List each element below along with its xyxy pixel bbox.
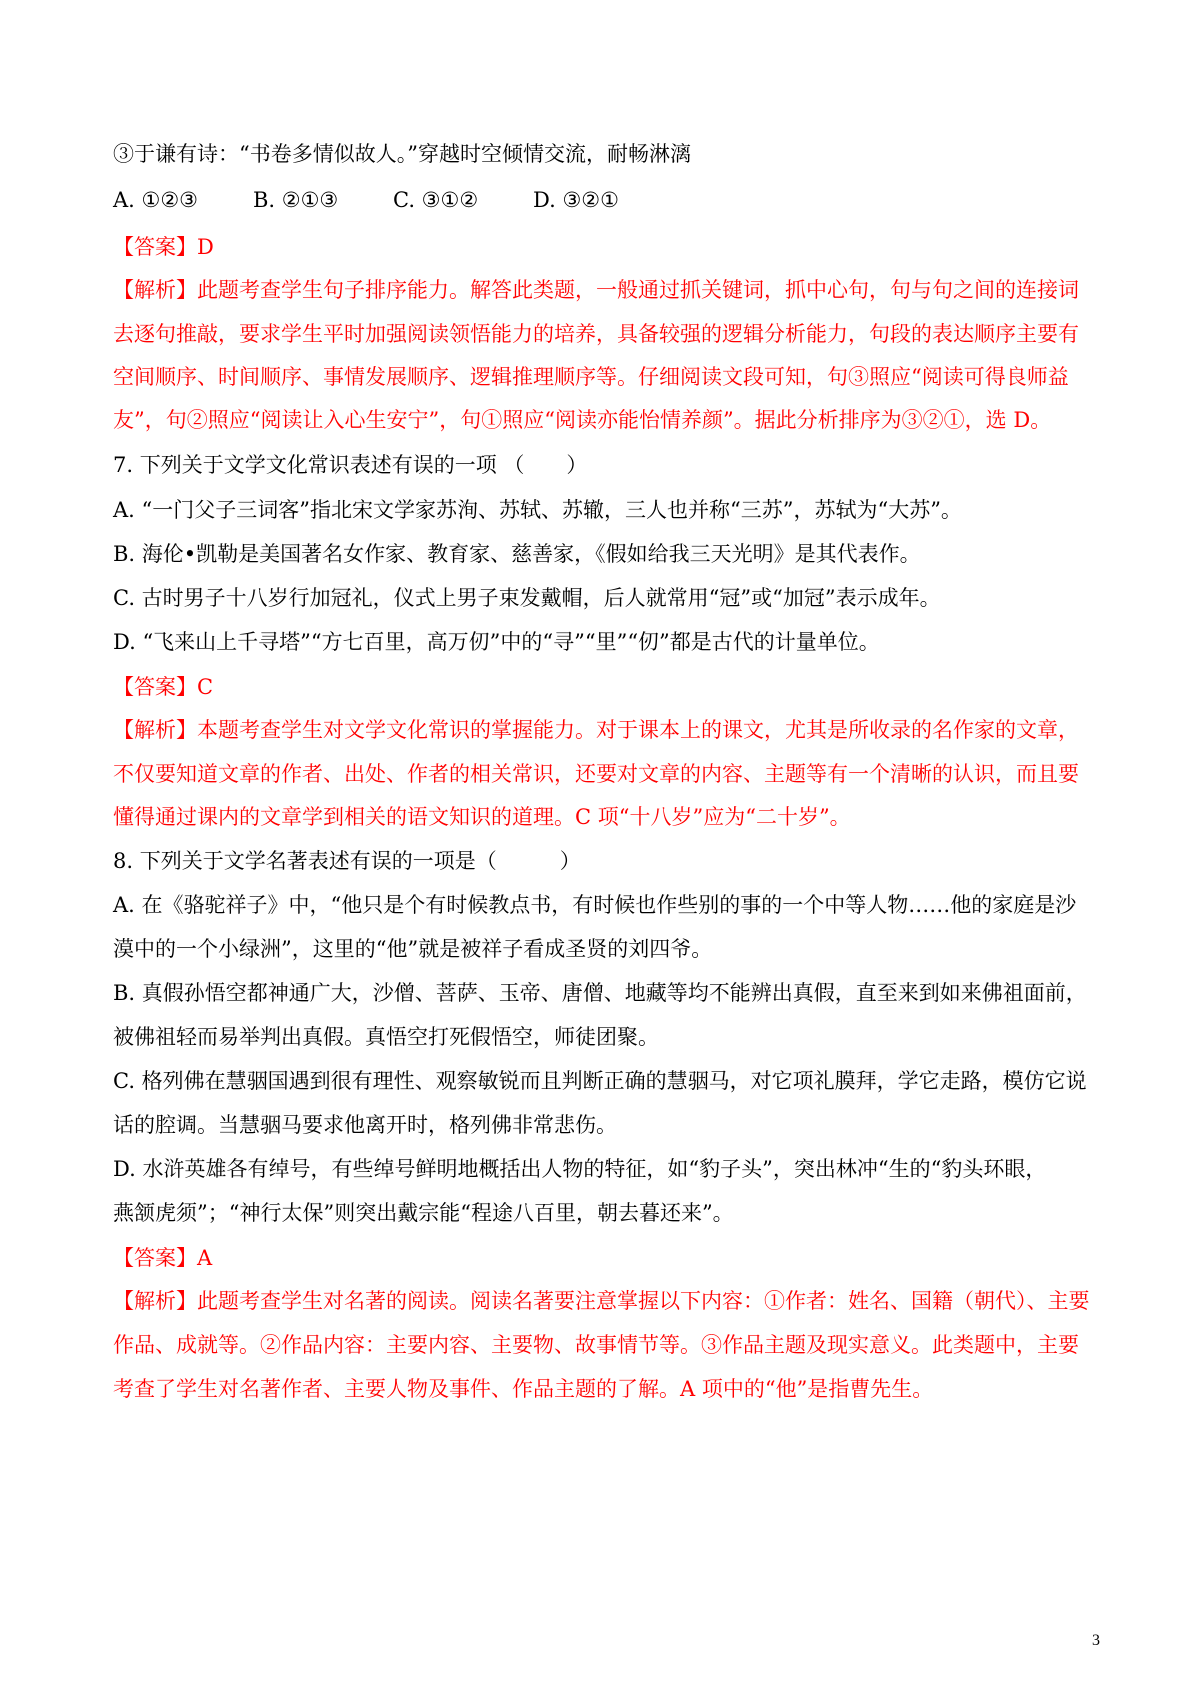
question-text-line: 燕颔虎须”；“神行太保”则突出戴宗能“程途八百里，朝去暮还来”。 <box>113 1201 734 1225</box>
question-text-line: 被佛祖轻而易举判出真假。真悟空打死假悟空，师徒团聚。 <box>113 1025 659 1049</box>
question-text-line: B. 真假孙悟空都神通广大，沙僧、菩萨、玉帝、唐僧、地藏等均不能辨出真假，直至来到如来佛祖面前， <box>113 981 1087 1005</box>
question-text-line: A. “一门父子三词客”指北宋文学家苏洵、苏轼、苏辙，三人也并称“三苏”，苏轼为“大苏”。 <box>113 498 962 522</box>
question-text-line: 8. 下列关于文学名著表述有误的一项是（ ） <box>113 849 581 873</box>
question-text-line: 7. 下列关于文学文化常识表述有误的一项 （ ） <box>113 453 588 477</box>
question-text-line: A. 在《骆驼祥子》中，“他只是个有时候教点书，有时候也作些别的事的一个中等人物……他的家庭是沙 <box>113 893 1077 917</box>
answer-option: A. ①②③ <box>113 188 198 212</box>
answer-options <box>113 186 1110 214</box>
answer-explanation-line: 友”，句②照应“阅读让入心生安宁”，句①照应“阅读亦能怡情养颜”。据此分析排序为③②①，选 D。 <box>113 408 1052 432</box>
answer-option: C. ③①② <box>393 188 479 212</box>
answer-explanation-line: 作品、成就等。②作品内容：主要内容、主要物、故事情节等。③作品主题及现实意义。此类题中，主要 <box>113 1333 1079 1357</box>
question-text-line: ③于谦有诗：“书卷多情似故人。”穿越时空倾情交流，耐畅淋漓 <box>113 142 691 166</box>
question-text-line: D. “飞来山上千寻塔”“方七百里，高万仞”中的“寻”“里”“仞”都是古代的计量单位。 <box>113 630 880 654</box>
answer-explanation-line: 空间顺序、时间顺序、事情发展顺序、逻辑推理顺序等。仔细阅读文段可知，句③照应“阅读可得良师益 <box>113 365 1069 389</box>
question-text-line: C. 格列佛在慧骃国遇到很有理性、观察敏锐而且判断正确的慧骃马，对它项礼膜拜，学它走路，模仿它说 <box>113 1069 1087 1093</box>
answer-explanation-line: 不仅要知道文章的作者、出处、作者的相关常识，还要对文章的内容、主题等有一个清晰的认识，而且要 <box>113 762 1079 786</box>
page-number: 3 <box>1092 1632 1100 1649</box>
answer-explanation-line: 考查了学生对名著作者、主要人物及事件、作品主题的了解。A 项中的“他”是指曹先生。 <box>113 1377 934 1401</box>
answer-explanation-line: 【解析】此题考查学生句子排序能力。解答此类题，一般通过抓关键词，抓中心句，句与句之间的连接词 <box>113 278 1079 302</box>
answer-explanation-line: 去逐句推敲，要求学生平时加强阅读领悟能力的培养，具备较强的逻辑分析能力，句段的表达顺序主要有 <box>113 322 1079 346</box>
answer-option: B. ②①③ <box>253 188 339 212</box>
answer-explanation-line: 【答案】C <box>113 675 214 699</box>
question-text-line: 漠中的一个小绿洲”，这里的“他”就是被祥子看成圣贤的刘四爷。 <box>113 937 713 961</box>
answer-explanation-line: 【答案】A <box>113 1246 213 1270</box>
question-text-line: B. 海伦•凯勒是美国著名女作家、教育家、慈善家，《假如给我三天光明》是其代表作。 <box>113 542 921 566</box>
answer-explanation-line: 【解析】本题考查学生对文学文化常识的掌握能力。对于课本上的课文，尤其是所收录的名作家的文章， <box>113 718 1079 742</box>
answer-explanation-line: 【解析】此题考查学生对名著的阅读。阅读名著要注意掌握以下内容：①作者：姓名、国籍（朝代）、主要 <box>113 1289 1090 1313</box>
answer-explanation-line: 懂得通过课内的文章学到相关的语文知识的道理。C 项“十八岁”应为“二十岁”。 <box>113 805 851 829</box>
question-text-line: D. 水浒英雄各有绰号，有些绰号鲜明地概括出人物的特征，如“豹子头”，突出林冲“生的“豹头环眼， <box>113 1157 1047 1181</box>
answer-option: D. ③②① <box>533 188 619 212</box>
question-text-line: C. 古时男子十八岁行加冠礼，仪式上男子束发戴帽，后人就常用“冠”或“加冠”表示成年。 <box>113 586 941 610</box>
question-text-line: 话的腔调。当慧骃马要求他离开时，格列佛非常悲伤。 <box>113 1113 617 1137</box>
answer-explanation-line: 【答案】D <box>113 235 214 259</box>
